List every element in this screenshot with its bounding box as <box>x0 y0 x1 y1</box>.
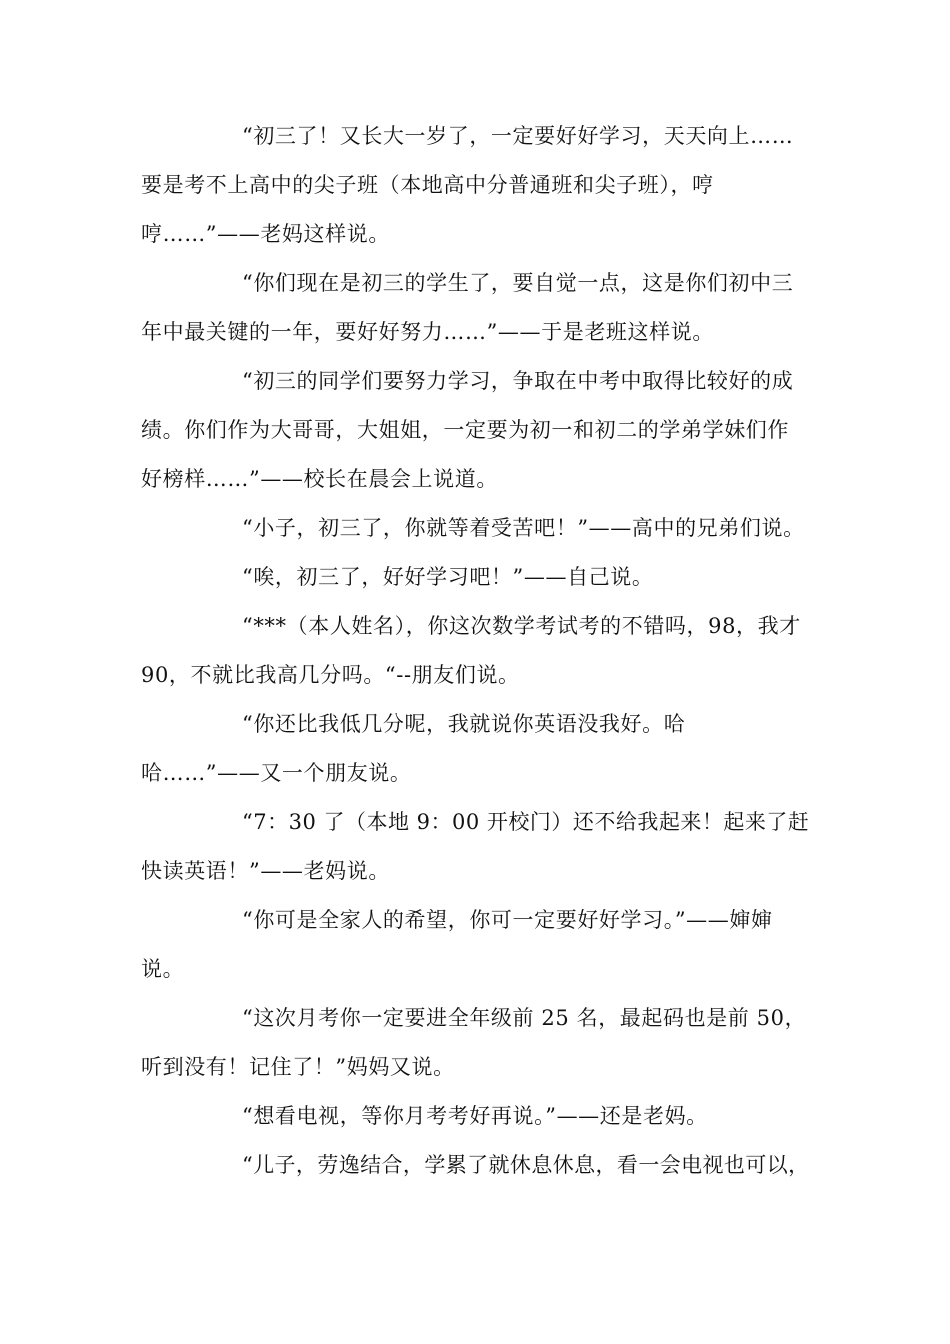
text-line: 快读英语！”——老妈说。 <box>141 859 390 883</box>
text-line: “小子，初三了，你就等着受苦吧！”——高中的兄弟们说。 <box>242 516 805 540</box>
text-line: “初三了！又长大一岁了，一定要好好学习，天天向上…… <box>242 124 794 148</box>
text-line: 年中最关键的一年，要好好努力……”——于是老班这样说。 <box>141 320 714 344</box>
text-line: 要是考不上高中的尖子班（本地高中分普通班和尖子班），哼 <box>141 173 714 197</box>
text-line: 听到没有！记住了！”妈妈又说。 <box>141 1055 455 1079</box>
text-line: “想看电视，等你月考考好再说。”——还是老妈。 <box>242 1104 708 1128</box>
text-line: 哈……”——又一个朋友说。 <box>141 761 412 785</box>
text-line: 哼……”——老妈这样说。 <box>141 222 390 246</box>
text-line: 说。 <box>141 957 185 981</box>
body-text <box>141 112 811 1190</box>
text-line: “你可是全家人的希望，你可一定要好好学习。”——婶婶 <box>242 908 773 932</box>
text-line: “初三的同学们要努力学习，争取在中考中取得比较好的成 <box>242 369 794 393</box>
text-line: “唉，初三了，好好学习吧！”——自己说。 <box>242 565 654 589</box>
text-line: “你们现在是初三的学生了，要自觉一点，这是你们初中三 <box>242 271 794 295</box>
text-line: “***（本人姓名），你这次数学考试考的不错吗，98，我才 <box>242 614 801 638</box>
text-line: 90，不就比我高几分吗。“--朋友们说。 <box>141 663 520 687</box>
text-line: “你还比我低几分呢，我就说你英语没我好。哈 <box>242 712 686 736</box>
text-line: “这次月考你一定要进全年级前 25 名，最起码也是前 50， <box>242 1006 807 1030</box>
text-line: “7：30 了（本地 9：00 开校门）还不给我起来！起来了赶 <box>242 810 810 834</box>
text-line: “儿子，劳逸结合，学累了就休息休息，看一会电视也可以， <box>242 1153 810 1177</box>
text-line: 好榜样……”——校长在晨会上说道。 <box>141 467 498 491</box>
text-line: 绩。你们作为大哥哥，大姐姐，一定要为初一和初二的学弟学妹们作 <box>141 418 789 442</box>
